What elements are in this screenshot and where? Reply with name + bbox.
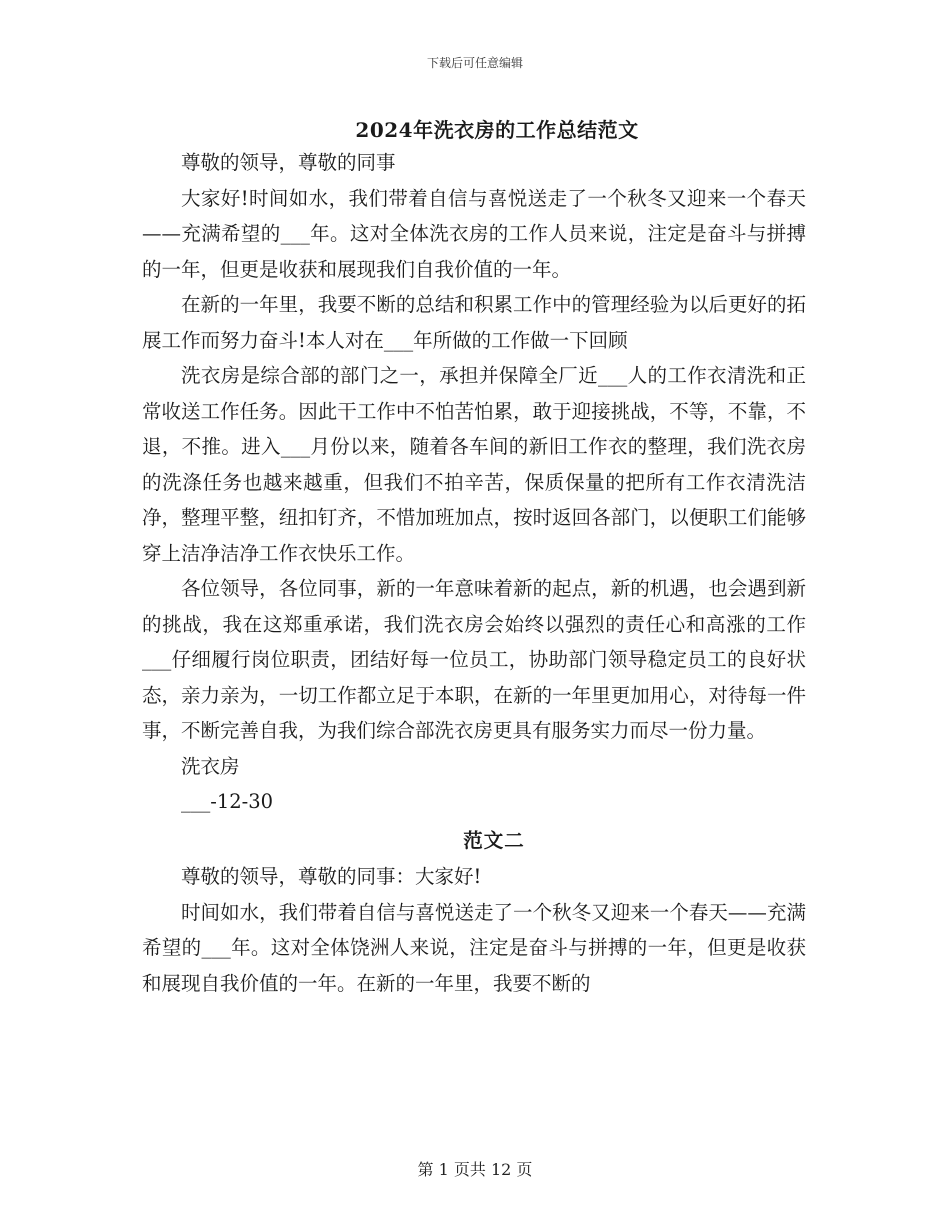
signature: 洗衣房 bbox=[181, 754, 240, 778]
document-body bbox=[142, 145, 806, 1001]
salutation: 尊敬的领导，尊敬的同事：大家好! bbox=[181, 865, 482, 888]
paragraph: 洗衣房是综合部的部门之一，承担并保障全厂近___人的工作衣清洗和正常收送工作任务。因此干工作中不怕苦怕累，敢于迎接挑战，不等，不靠，不退，不推。进入___月份以来，随着各车间的新旧工作衣的整理，我们洗衣房的洗涤任务也越来越重，但我们不拍辛苦，保质保量的把所有工作衣清洗洁净，整理平整，纽扣钉齐，不惜加班加点，按时返回各部门，以便职工们能够穿上洁净洁净工作衣快乐工作。 bbox=[142, 364, 806, 565]
page-header-note: 下载后可任意编辑 bbox=[426, 56, 523, 70]
document-title: 2024年洗衣房的工作总结范文 bbox=[355, 118, 639, 142]
section-title: 范文二 bbox=[463, 828, 525, 852]
paragraph: 时间如水，我们带着自信与喜悦送走了一个秋冬又迎来一个春天——充满希望的___年。这对全体饶洲人来说，注定是奋斗与拼搏的一年，但更是收获和展现自我价值的一年。在新的一年里，我要不断的 bbox=[142, 900, 806, 995]
paragraph: 大家好!时间如水，我们带着自信与喜悦送走了一个秋冬又迎来一个春天——充满希望的___年。这对全体洗衣房的工作人员来说，注定是奋斗与拼搏的一年，但更是收获和展现我们自我价值的一年。 bbox=[142, 186, 806, 281]
date-line: ___-12-30 bbox=[181, 790, 274, 813]
salutation: 尊敬的领导，尊敬的同事 bbox=[181, 151, 396, 174]
paragraph: 各位领导，各位同事，新的一年意味着新的起点，新的机遇，也会遇到新的挑战，我在这郑重承诺，我们洗衣房会始终以强烈的责任心和高涨的工作___仔细履行岗位职责，团结好每一位员工，协助部门领导稳定员工的良好状态，亲力亲为，一切工作都立足于本职，在新的一年里更加用心，对待每一件事，不断完善自我，为我们综合部洗衣房更具有服务实力而尽一份力量。 bbox=[142, 577, 806, 742]
page-number-footer: 第 1 页共 12 页 bbox=[417, 1160, 533, 1179]
paragraph: 在新的一年里，我要不断的总结和积累工作中的管理经验为以后更好的拓展工作而努力奋斗!本人对在___年所做的工作做一下回顾 bbox=[142, 293, 806, 352]
